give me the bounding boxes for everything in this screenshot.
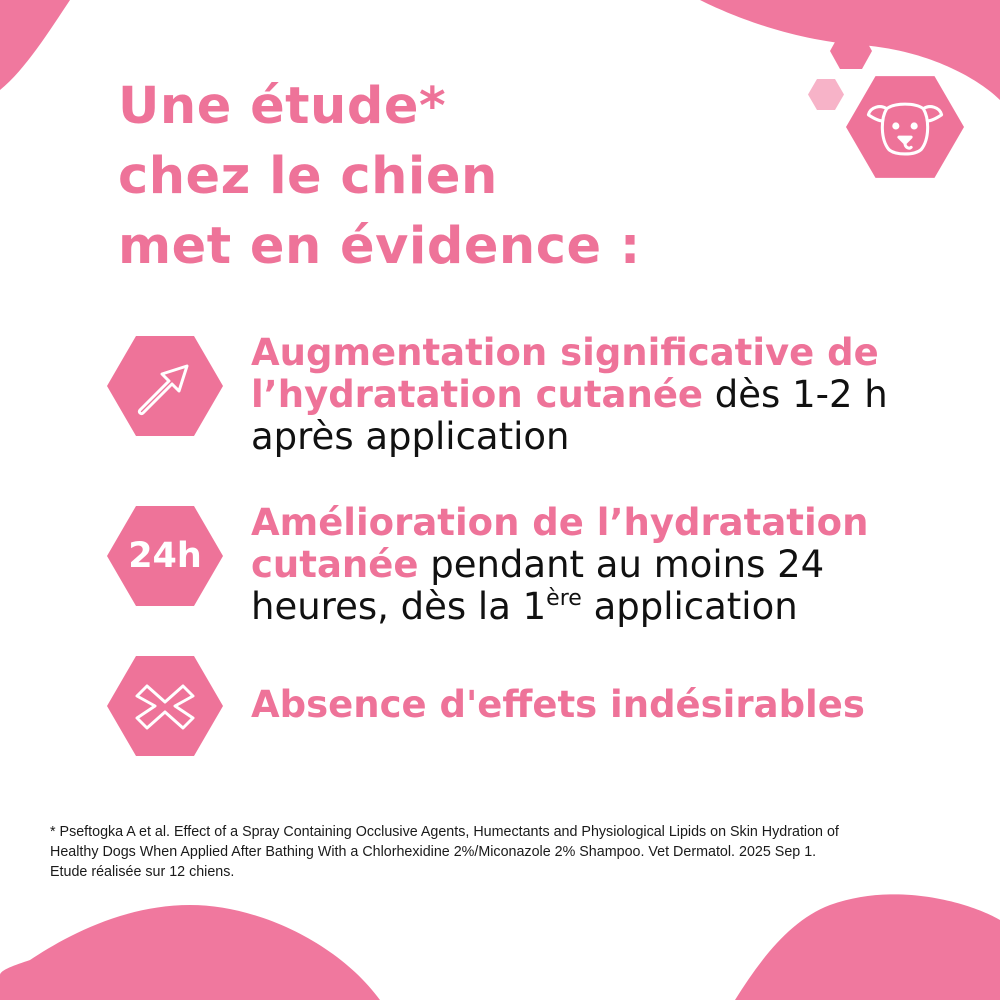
benefit-item-2-text-end: application	[581, 585, 798, 628]
footnote-line-2: Healthy Dogs When Applied After Bathing With a Chlorhexidine 2%/Miconazole 2% Shampoo. Vet Dermatol. 2025 Sep 1.	[50, 844, 817, 860]
footnote-line-3: Etude réalisée sur 12 chiens.	[50, 864, 235, 880]
title-line-1: Une étude*	[118, 77, 447, 136]
hexagon-arrow-badge	[107, 336, 223, 436]
benefit-item-2-text: pendant au moins 24 heures, dès la 1	[251, 543, 825, 628]
hexagon-cross-badge	[107, 656, 223, 756]
dog-badge	[846, 76, 964, 178]
hexagon-24h-badge	[107, 506, 223, 606]
footnote	[50, 822, 970, 882]
badge-24h-label: 24h	[128, 536, 202, 576]
benefit-item-1-highlight: Augmentation significative de l’hydratation cutanée	[251, 331, 879, 416]
decorative-hexagon-light	[808, 79, 844, 110]
benefit-item-1	[251, 332, 951, 458]
benefit-item-1-text: dès 1-2 h après application	[251, 373, 888, 458]
page-title	[118, 72, 758, 282]
benefit-item-2-superscript: ère	[546, 586, 582, 611]
decorative-hexagon-small	[830, 33, 872, 69]
title-line-2: chez le chien	[118, 147, 498, 206]
benefit-item-2	[251, 502, 951, 628]
benefit-item-3-highlight: Absence d'effets indésirables	[251, 683, 865, 726]
benefit-item-3	[251, 684, 951, 726]
benefit-item-2-highlight: Amélioration de l’hydratation cutanée	[251, 501, 869, 586]
footnote-line-1: * Pseftogka A et al. Effect of a Spray Containing Occlusive Agents, Humectants and Physiological Lipids on Skin Hydration of	[50, 824, 839, 840]
title-line-3: met en évidence :	[118, 217, 641, 276]
